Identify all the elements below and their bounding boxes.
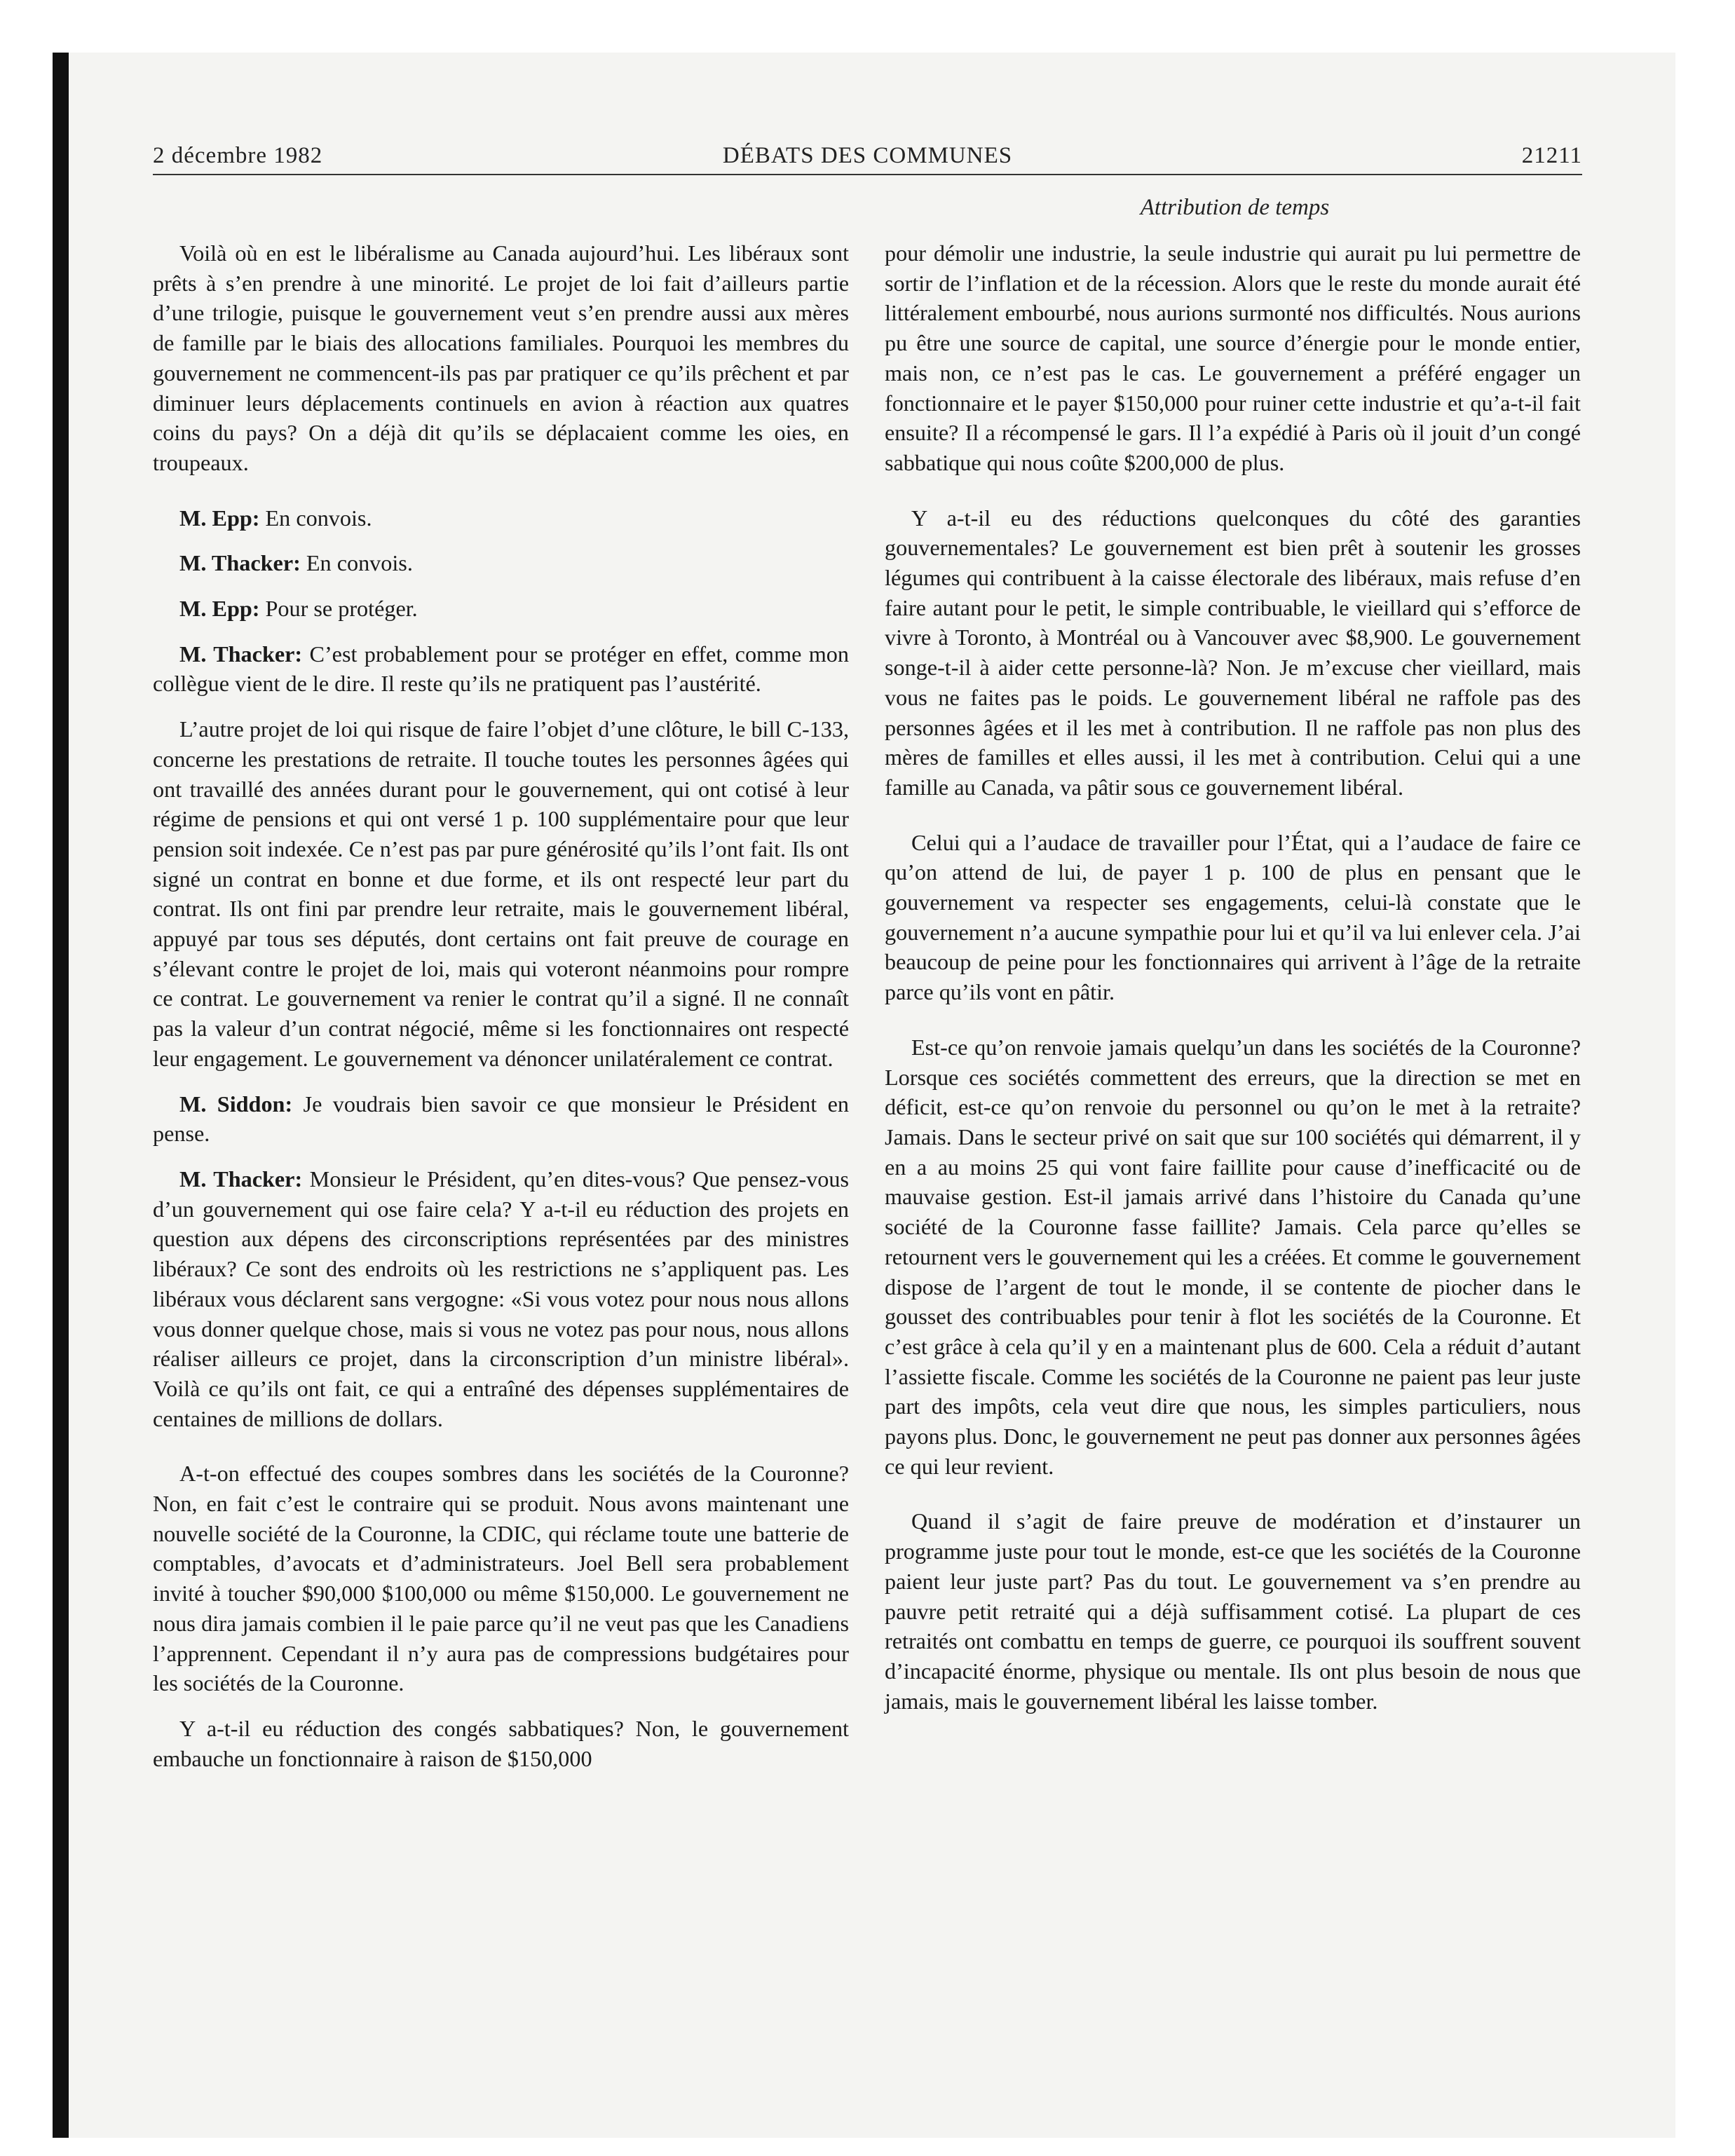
speaker-name: M. Epp:: [179, 505, 260, 531]
scan-margin: [0, 0, 53, 2156]
speech-paragraph: M. Siddon: Je voudrais bien savoir ce que monsieur le Président en pense.: [153, 1091, 849, 1147]
paragraph: Y a-t-il eu réduction des congés sabbatiques? Non, le gouvernement embauche un fonctionnaire à raison de $150,000: [153, 1715, 849, 1771]
speech-paragraph: M. Thacker: C’est probablement pour se protéger en effet, comme mon collègue vient de le dire. Il reste qu’ils ne pratiquent pas l’austérité.: [153, 641, 849, 697]
paragraph: Voilà où en est le libéralisme au Canada aujourd’hui. Les libéraux sont prêts à s’en prendre à une minorité. Le projet de loi fait d’ailleurs partie d’une trilogie, puisque le gouvernement veut s’en prendre aussi aux mères de famille par le biais des allocations familiales. Pourquoi les membres du gouvernement ne commencent-ils pas par pratiquer ce qu’ils prêchent et par diminuer leurs déplacements continuels en avion à réaction aux quatres coins du pays? On a déjà dit qu’ils se déplacaient comme les oies, en troupeaux.: [153, 240, 849, 475]
paragraph: Celui qui a l’audace de travailler pour l’État, qui a l’audace de faire ce qu’on attend de lui, de payer 1 p. 100 de plus en pensant que le gouvernement va respecter ses engagements, celui-là constate que le gouvernement n’a aucune sympathie pour lui et qu’il va lui enlever cela. J’ai beaucoup de peine pour les fonctionnaires qui arrivent à l’âge de la retraite parce qu’ils vont en pâtir.: [885, 829, 1581, 1005]
speech-paragraph: M. Thacker: Monsieur le Président, qu’en dites-vous? Que pensez-vous d’un gouvernement qui ose faire cela? Y a-t-il eu réduction des projets en question aux dépens des circonscriptions représentées par des ministres libéraux? Ce sont des endroits où les restrictions ne s’appliquent pas. Les libéraux vous déclarent sans vergogne: «Si vous votez pour nous nous allons vous donner quelque chose, mais si vous ne votez pas pour nous, nous allons réaliser ailleurs ce projet, dans la circonscription d’un ministre libéral». Voilà ce qu’ils ont fait, ce qui a entraîné des dépenses supplémentaires de centaines de millions de dollars.: [153, 1166, 849, 1431]
header-rule: [153, 174, 1582, 175]
page-number: 21211: [1521, 143, 1582, 168]
right-column: [885, 238, 1581, 1716]
speaker-name: M. Thacker:: [179, 1166, 303, 1192]
speaker-name: M. Thacker:: [179, 641, 303, 667]
header-publication: DÉBATS DES COMMUNES: [722, 143, 1013, 168]
speaker-name: M. Siddon:: [179, 1091, 293, 1117]
speech-paragraph: M. Epp: Pour se protéger.: [179, 596, 418, 622]
paragraph: Y a-t-il eu des réductions quelconques du côté des garanties gouvernementales? Le gouvernement est bien prêt à soutenir les grosses légumes qui contribuent à la caisse électorale des libéraux, mais refuse d’en faire autant pour le petit, le simple contribuable, le vieillard qui s’efforce de vivre à Toronto, à Montréal ou à Vancouver avec $8,900. Le gouvernement songe-t-il à aider cette personne-là? Non. Je m’excuse cher vieillard, mais vous ne faites pas le poids. Le gouvernement libéral ne raffole pas des personnes âgées et il les met à contribution. Il ne raffole pas non plus des mères de familles et elles aussi, il les met à contribution. Celui qui a une famille au Canada, va pâtir sous ce gouvernement libéral.: [885, 505, 1581, 800]
speaker-name: M. Thacker:: [179, 550, 301, 576]
paragraph: L’autre projet de loi qui risque de faire l’objet d’une clôture, le bill C-133, concerne les prestations de retraite. Il touche toutes les personnes âgées qui ont travaillé des années durant pour le gouvernement, qui ont cotisé à leur régime de pensions et qui ont versé 1 p. 100 supplémentaire pour que leur pension soit indexée. Ce n’est pas par pure générosité qu’ils l’ont fait. Ils ont signé un contrat en bonne et due forme, et ils ont respecté leur part du contrat. Ils ont fini par prendre leur retraite, mais le gouvernement libéral, appuyé par tous ses députés, dont certains ont fait preuve de courage en s’élevant contre le projet de loi, mais qui voteront néanmoins pour rompre ce contrat. Le gouvernement va renier le contrat qu’il a signé. Il ne connaît pas la valeur d’un contrat négocié, même si les fonctionnaires ont respecté leur engagement. Le gouvernement va dénoncer unilatéralement ce contrat.: [153, 716, 849, 1071]
header-date: 2 décembre 1982: [153, 143, 323, 168]
left-column: [153, 238, 849, 1773]
speech-paragraph: M. Epp: En convois.: [179, 505, 372, 531]
paragraph: Quand il s’agit de faire preuve de modération et d’instaurer un programme juste pour tout le monde, est-ce que les sociétés de la Couronne paient leur juste part? Pas du tout. Le gouvernement va s’en prendre au pauvre petit retraité qui a déjà suffisamment cotisé. La plupart de ces retraités ont combattu en temps de guerre, ce pourquoi ils souffrent souvent d’incapacité énorme, physique ou mentale. Ils ont plus besoin de nous que jamais, mais le gouvernement libéral les laisse tomber.: [885, 1508, 1581, 1714]
paragraph: A-t-on effectué des coupes sombres dans les sociétés de la Couronne? Non, en fait c’est le contraire qui se produit. Nous avons maintenant une nouvelle société de la Couronne, la CDIC, qui réclame toute une batterie de comptables, d’avocats et d’administrateurs. Joel Bell sera probablement invité à toucher $90,000 $100,000 ou même $150,000. Le gouvernement ne nous dira jamais combien il le paie parce qu’il ne veut pas que les Canadiens l’apprennent. Cependant il n’y aura pas de compressions budgétaires pour les sociétés de la Couronne.: [153, 1461, 849, 1696]
speaker-name: M. Epp:: [179, 596, 260, 622]
paragraph: Est-ce qu’on renvoie jamais quelqu’un dans les sociétés de la Couronne? Lorsque ces sociétés commettent des erreurs, que la direction se met en déficit, est-ce qu’on renvoie du personnel ou qu’on le met à la retraite? Jamais. Dans le secteur privé on sait que sur 100 sociétés qui démarrent, il y en a au moins 25 qui vont faire faillite pour cause d’inefficacité ou de mauvaise gestion. Est-il jamais arrivé dans l’histoire du Canada qu’une société de la Couronne fasse faillite? Jamais. Cela parce qu’elles se retournent vers le gouvernement qui les a créées. Et comme le gouvernement dispose de l’argent de tout le monde, il se contente de piocher dans le gousset des contribuables pour tenir à flot les sociétés de la Couronne. Et c’est grâce à cela qu’il y en a maintenant plus de 600. Cela a réduit d’autant l’assiette fiscale. Comme les sociétés de la Couronne ne paient pas leur juste part des impôts, cela veut dire que nous, les simples particuliers, nous payons plus. Donc, le gouvernement ne peut pas donner aux personnes âgées ce qui leur revient.: [885, 1034, 1581, 1479]
scan-edge-bar: [53, 53, 69, 2138]
running-header: [153, 143, 1582, 177]
section-title: Attribution de temps: [1140, 195, 1330, 220]
speech-paragraph: M. Thacker: En convois.: [179, 550, 413, 576]
paragraph: pour démolir une industrie, la seule industrie qui aurait pu lui permettre de sortir de l’inflation et de la récession. Alors que le reste du monde aurait été littéralement embourbé, nous aurions surmonté nos difficultés. Nous aurions pu être une source de capital, une source d’énergie pour le monde entier, mais non, ce n’est pas le cas. Le gouvernement a préféré engager un fonctionnaire et le payer $150,000 pour ruiner cette industrie et qu’a-t-il fait ensuite? Il a récompensé le gars. Il l’a expédié à Paris où il jouit d’un congé sabbatique qui nous coûte $200,000 de plus.: [885, 240, 1581, 475]
